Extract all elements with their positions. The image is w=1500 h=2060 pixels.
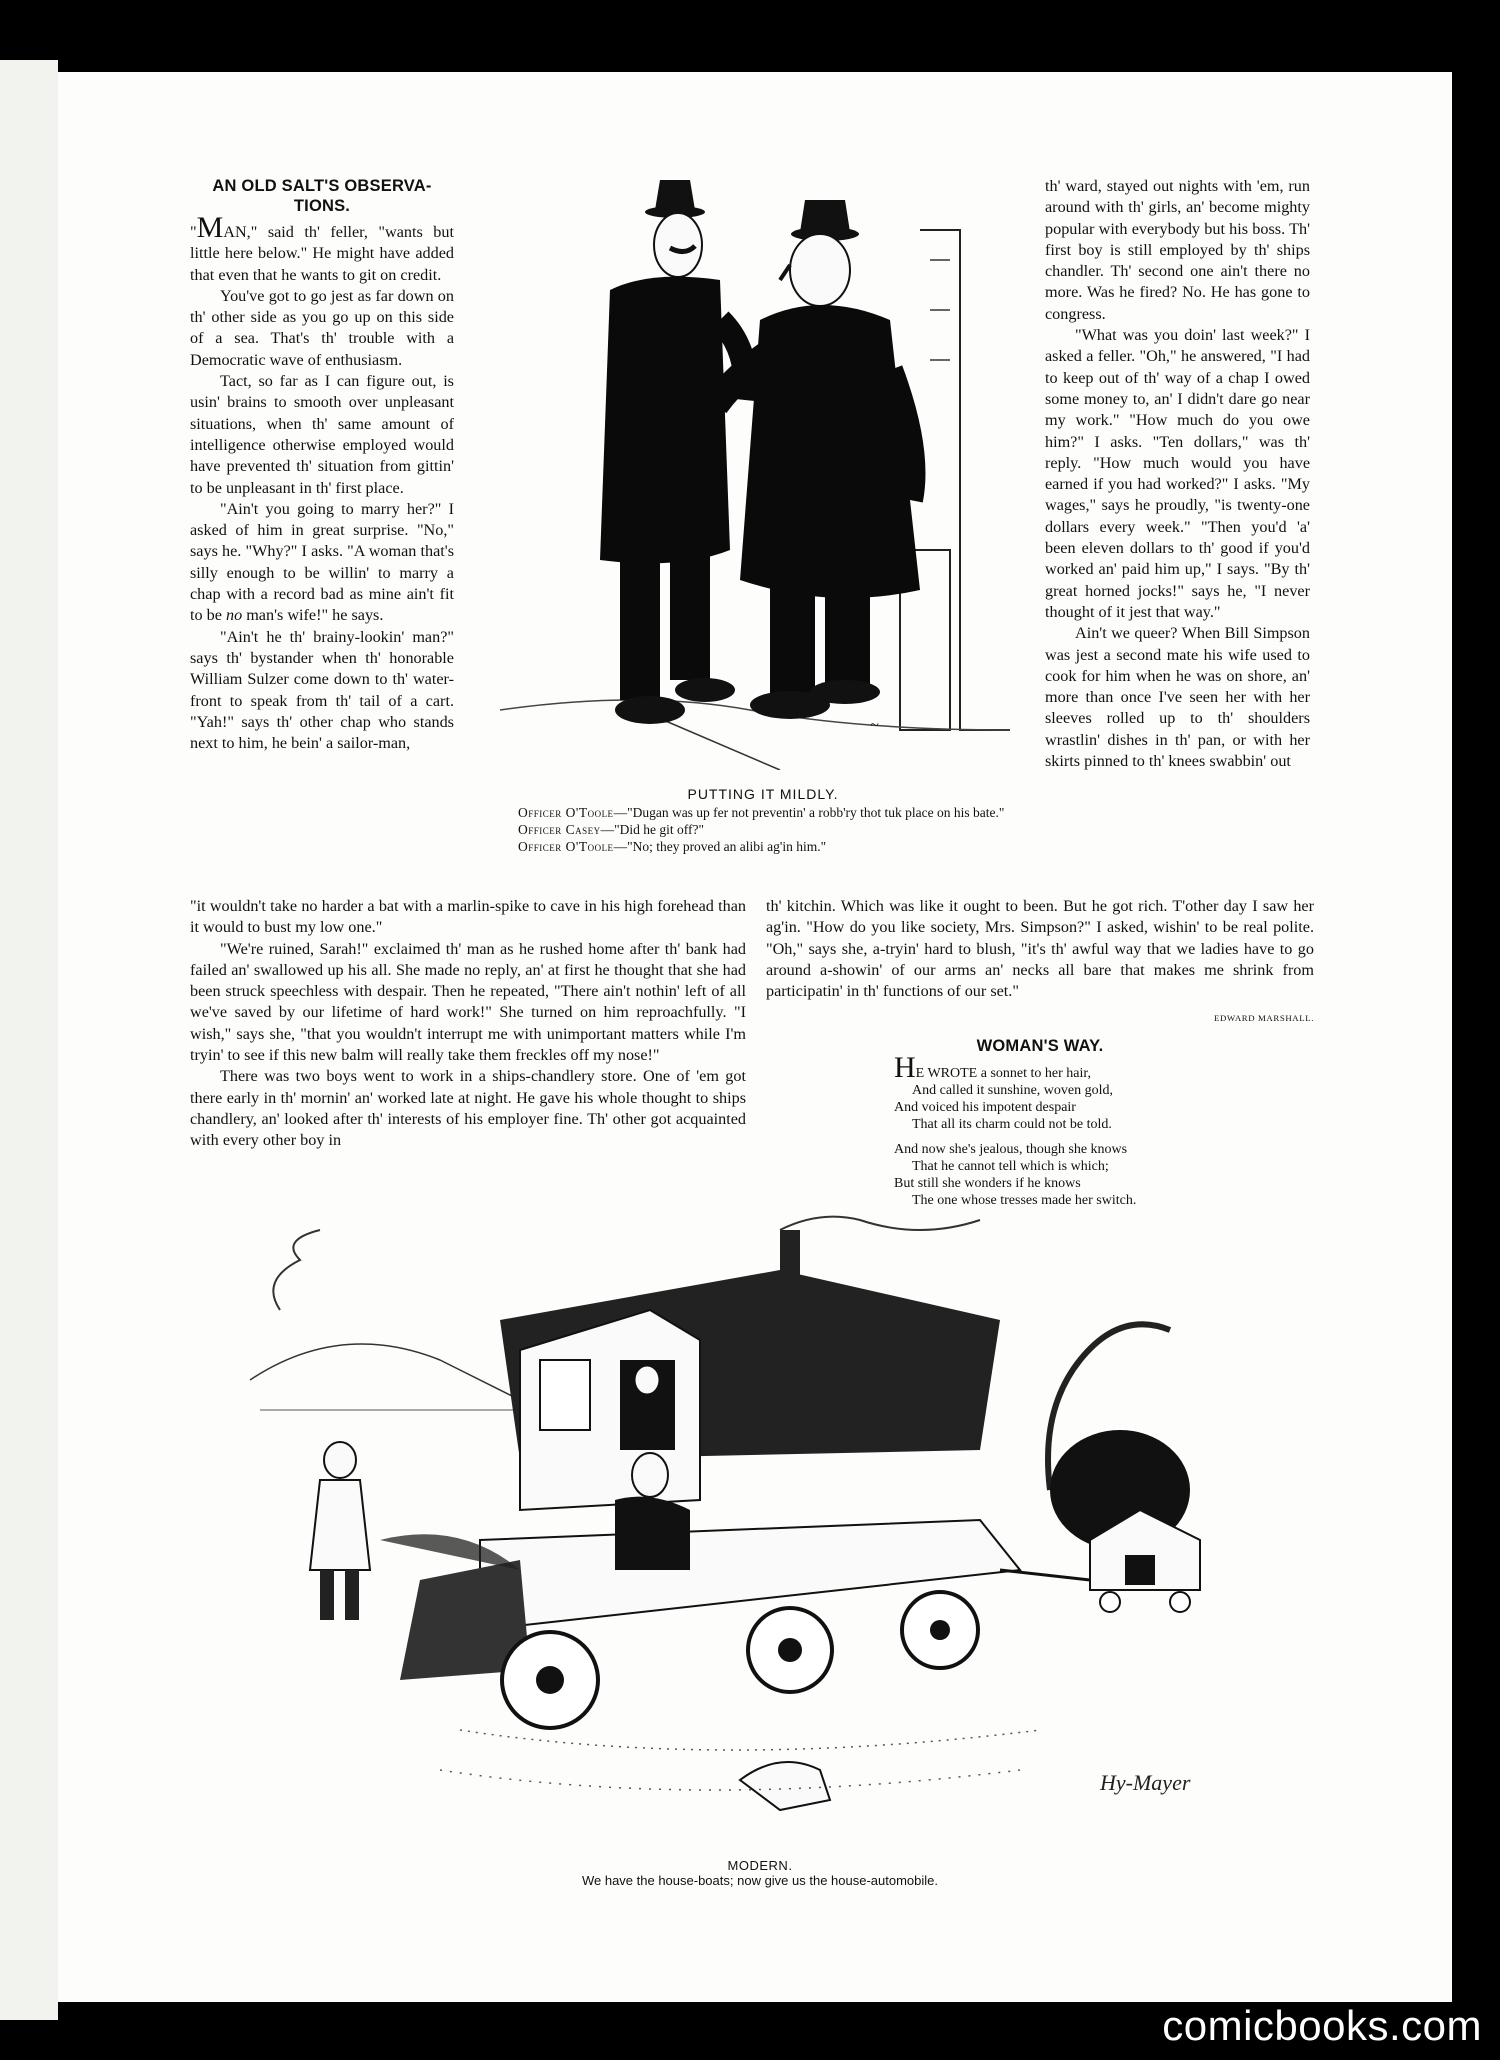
cartoon-bottom-caption: We have the house-boats; now give us the house-automobile. xyxy=(581,1873,939,1888)
drop-cap: M xyxy=(196,211,224,244)
article-paragraph: th' ward, stayed out nights with 'em, run around with th' girls, an' become mighty popular with everybody but his boss. Th' first boy is still employed by th' ships chandler. Th' second one ain't there no more. Was he fired? No. He has gone to congress. xyxy=(1045,177,1310,323)
helmet-left xyxy=(655,180,695,210)
article-left-column xyxy=(190,176,454,754)
article-right-column xyxy=(1045,176,1310,772)
article-paragraph: "Ain't he th' brainy-lookin' man?" says th' bystander when th' honorable William Sulzer come down to th' water-front to speak from th' tail of a cart. "Yah!" says th' other chap who stands next to him, he bein' a sailor-man, xyxy=(190,627,454,753)
poem: HE WROTE a sonnet to her hair, And called it sunshine, woven gold, And voiced his impotent despair That all its charm could not be told. And now she's jealous, though she knows That he cannot tell which is which; But still she wonders if he knows The one whose tresses made her switch. xyxy=(894,1050,1137,1208)
article-paragraph: "Ain't you going to marry her?" I asked of him in great surprise. "No," says he. "Why?" I asks. "A woman that's silly enough to be willin' to marry a chap with a record bad as mine ain't fit to be no man's wife!" he says. xyxy=(190,499,454,625)
article-byline: EDWARD MARSHALL. xyxy=(1213,1013,1314,1024)
poem-drop-cap: H xyxy=(894,1050,916,1084)
cartoon-dialog: Officer O'Toole—"Dugan was up fer not preventin' a robb'ry thot tuk place on his bate." Officer Casey—"Did he git off?" Officer O'Toole—"No; they proved an alibi ag'in him." xyxy=(518,805,1005,854)
article-paragraph: Tact, so far as I can figure out, is usin' brains to smooth over unpleasant situations, when th' same amount of intelligence otherwise employed would have prevented th' situation from gittin' to be unpleasant in th' first place. xyxy=(190,372,454,497)
cartoon-title: PUTTING IT MILDLY. xyxy=(687,786,839,802)
artist-signature-top: ~ xyxy=(870,717,879,734)
cartoon-modern-house-automobile xyxy=(220,1210,1300,1850)
article-paragraph: "What was you doin' last week?" I asked a feller. "Oh," he answered, "I had to keep out of th' way of a chap I owed some money to, an' I didn't dare go near my work." "How much do you owe him?" I asks. "Ten dollars," was th' reply. "How much would you have earned if you had worked?" I asks. "My wages," says he proudly, "is twenty-one dollars every week." "Then you'd 'a' been eleven dollars to th' good if you'd worked an' paid him up," I says. "By th' great horned jocks!" says he, "I never thought of it jest that way." xyxy=(1045,326,1310,621)
cartoon-putting-it-mildly xyxy=(490,170,1030,770)
article-paragraph: "MAN," said th' feller, "wants but little here below." He might have added that even that he wants to git on credit. xyxy=(190,211,454,284)
poem-title: WOMAN'S WAY. xyxy=(976,1036,1104,1055)
cartoon-caption-top xyxy=(488,786,1038,855)
article-paragraph: "it wouldn't take no harder a bat with a marlin-spike to cave in his high forehead than it would to bust my low one." xyxy=(190,897,746,937)
cartoon-bottom-title: MODERN. xyxy=(727,1858,793,1873)
cartoon-caption-bottom xyxy=(440,1858,1080,1888)
article-headline: AN OLD SALT'S OBSERVA- TIONS. xyxy=(212,177,432,215)
watermark: comicbooks.com xyxy=(1162,2002,1482,2049)
article-lower-left-column xyxy=(190,896,746,1152)
article-paragraph: Ain't we queer? When Bill Simpson was jest a second mate his wife used to cook for him when he was on shore, an' more than once I've seen her with her sleeves rolled up to th' shoulders wrastlin' dishes in th' pan, or with her skirts pinned to th' knees swabbin' out xyxy=(1045,624,1310,771)
article-paragraph: th' kitchin. Which was like it ought to been. But he got rich. T'other day I saw her ag'in. "How do you like society, Mrs. Simpson?" I asked, wishin' to be real polite. "Oh," says she, a-tryin' hard to blush, "it's th' awful way that we ladies have to go around a-showin' of our arms an' necks all bare that makes me shrink from participatin' in th' functions of our set." xyxy=(766,897,1314,1001)
article-lower-right-column xyxy=(766,896,1314,1209)
artist-signature: Hy-Mayer xyxy=(1100,1770,1191,1795)
page-gutter xyxy=(0,60,58,2020)
article-paragraph: There was two boys went to work in a ships-chandlery store. One of 'em got there early in th' mornin' an' worked late at night. He gave his whole thought to ships chandlery, an' looked after th' interests of his employer fine. Th' other got acquainted with every other boy in xyxy=(190,1067,746,1150)
article-paragraph: You've got to go jest as far down on th' other side as you go up on this side of a sea. That's th' trouble with a Democratic wave of enthusiasm. xyxy=(190,286,454,369)
article-paragraph: "We're ruined, Sarah!" exclaimed th' man as he rushed home after th' bank had failed an' swallowed up his all. She made no reply, an' at first he thought that she had been struck speechless with despair. Then he repeated, "There ain't nothin' left of all we've saved by our lifetime of hard work!" She turned on him reproachfully. "I wish," says she, "that you wouldn't interrupt me with unimportant matters while I'm tryin' to see if this new balm will really take them freckles off my nose!" xyxy=(190,939,746,1065)
